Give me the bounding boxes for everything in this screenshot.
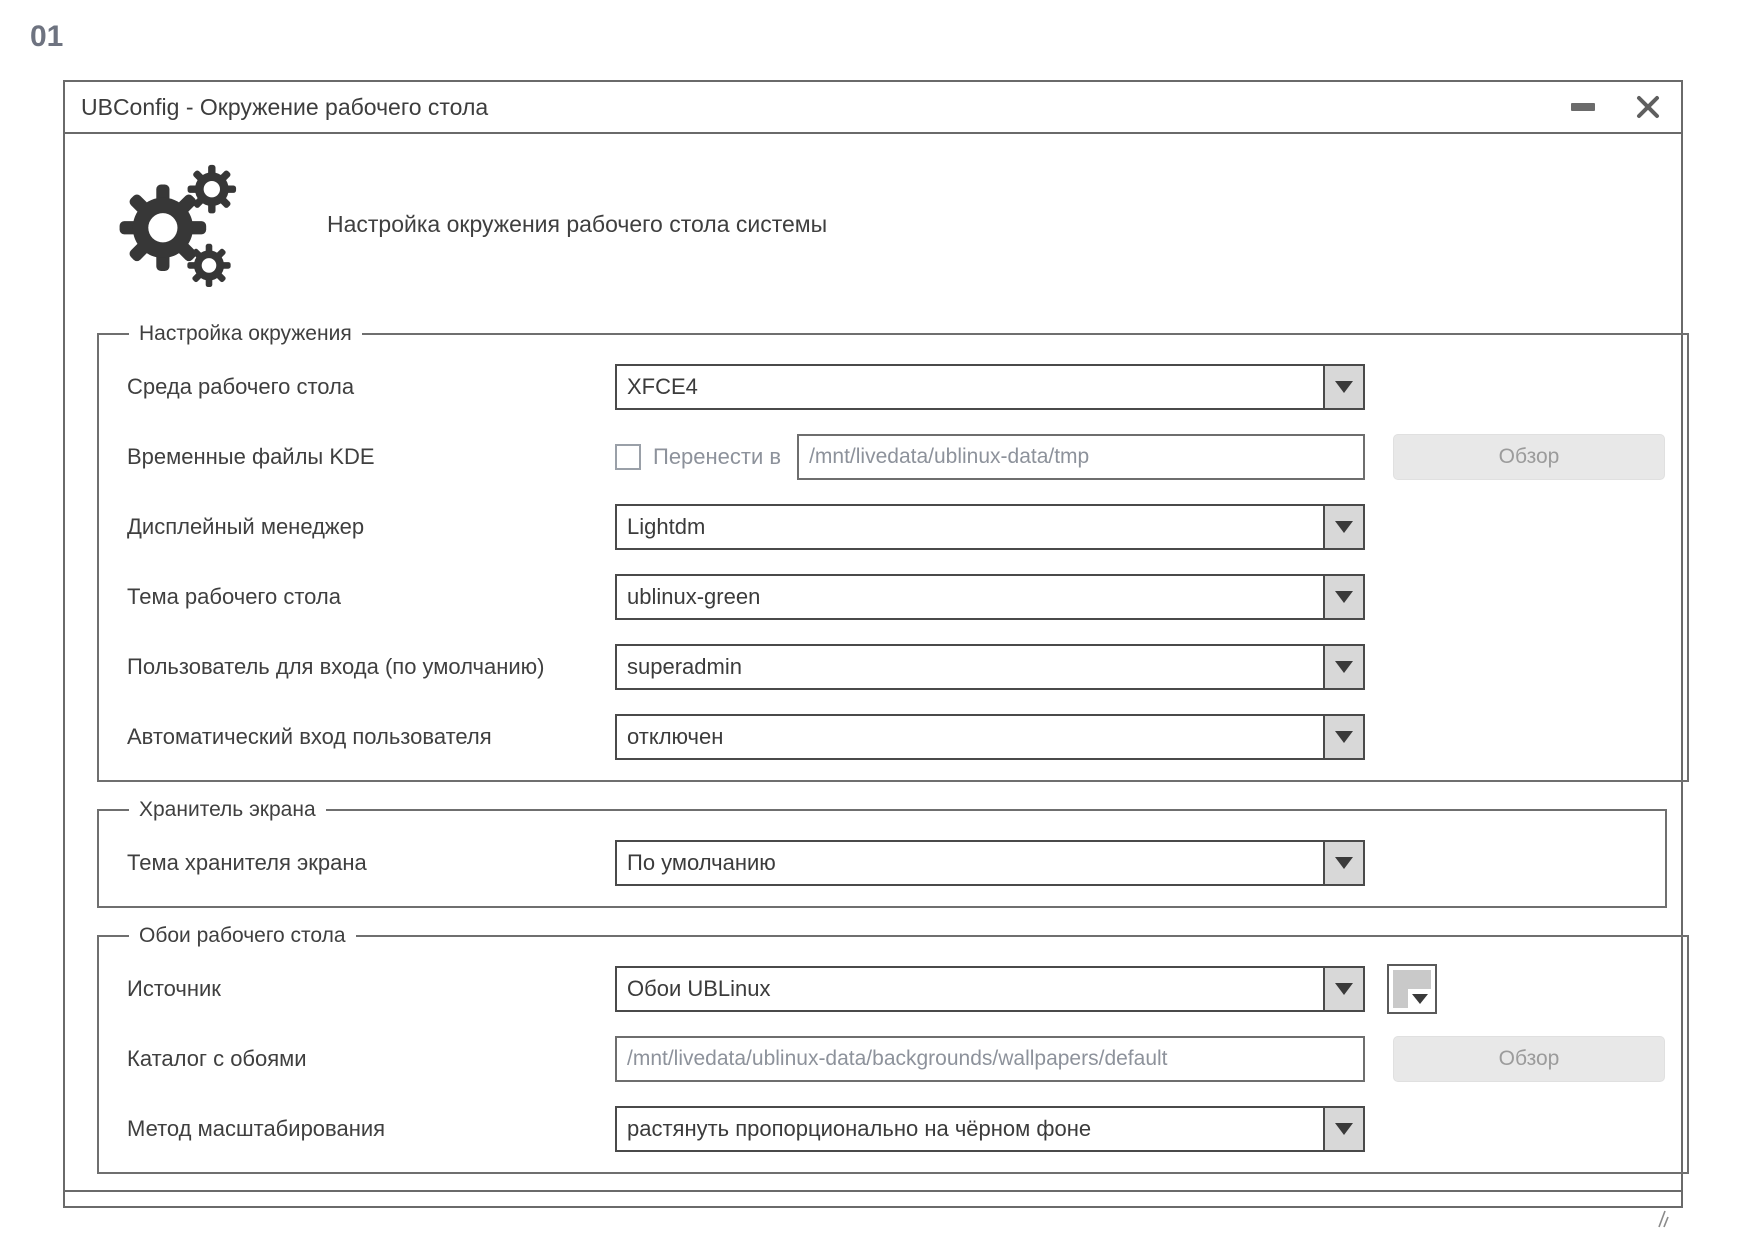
wallpaper-source-dropdown[interactable] xyxy=(615,966,1365,1012)
field-label: Пользователь для входа (по умолчанию) xyxy=(127,654,545,679)
app-description: Настройка окружения рабочего стола системы xyxy=(327,210,828,237)
ubconfig-window xyxy=(63,80,1683,1208)
field-label: Каталог с обоями xyxy=(127,1046,307,1071)
field-label: Временные файлы KDE xyxy=(127,444,375,469)
wallpaper-directory-controls xyxy=(615,1036,1365,1082)
field-label: Среда рабочего стола xyxy=(127,374,355,399)
form-row-scaling-method xyxy=(127,1106,1665,1152)
field-label: Тема хранителя экрана xyxy=(127,850,367,875)
chevron-down-icon[interactable] xyxy=(1323,968,1363,1010)
minimize-icon[interactable] xyxy=(1571,103,1595,111)
chevron-down-icon[interactable] xyxy=(1323,646,1363,688)
chevron-down-icon[interactable] xyxy=(1323,716,1363,758)
slide-number: 01 xyxy=(30,20,64,53)
dropdown-value: XFCE4 xyxy=(627,374,698,399)
dropdown-value: ublinux-green xyxy=(627,584,761,609)
chevron-down-icon[interactable] xyxy=(1323,366,1363,408)
close-icon[interactable] xyxy=(1635,94,1661,120)
titlebar xyxy=(65,82,1681,134)
dropdown-value: По умолчанию xyxy=(627,850,776,875)
default-user-dropdown[interactable] xyxy=(615,644,1365,690)
desktop-theme-dropdown[interactable] xyxy=(615,574,1365,620)
dropdown-value: Обои UBLinux xyxy=(627,976,771,1001)
chevron-down-icon[interactable] xyxy=(1323,842,1363,884)
screensaver-theme-dropdown[interactable] xyxy=(615,840,1365,886)
status-bar xyxy=(65,1190,1681,1234)
move-tmp-checkbox[interactable] xyxy=(615,444,641,470)
field-label: Метод масштабирования xyxy=(127,1116,386,1141)
display-manager-dropdown[interactable] xyxy=(615,504,1365,550)
field-label: Тема рабочего стола xyxy=(127,584,341,609)
resize-grip[interactable] xyxy=(1653,1208,1671,1228)
scaling-method-dropdown[interactable] xyxy=(615,1106,1365,1152)
form-row-wallpaper-source xyxy=(127,966,1665,1012)
autologin-dropdown[interactable] xyxy=(615,714,1365,760)
chevron-down-icon[interactable] xyxy=(1323,1108,1363,1150)
gears-icon xyxy=(115,160,239,288)
wallpaper-directory-input[interactable] xyxy=(615,1036,1365,1082)
kde-tmp-controls xyxy=(615,434,1365,480)
desktop-environment-dropdown[interactable] xyxy=(615,364,1365,410)
app-header xyxy=(115,160,1667,288)
window-title: UBConfig - Окружение рабочего стола xyxy=(81,93,489,120)
window-content xyxy=(65,134,1681,1190)
form-row-display-manager xyxy=(127,504,1665,550)
form-row-kde-tmp xyxy=(127,434,1665,480)
field-label: Дисплейный менеджер xyxy=(127,514,365,539)
dropdown-value: Lightdm xyxy=(627,514,706,539)
chevron-down-icon[interactable] xyxy=(1323,506,1363,548)
dropdown-value: растянуть пропорционально на чёрном фоне xyxy=(627,1116,1092,1141)
form-row-desktop-env xyxy=(127,364,1665,410)
swatch-chevron-down-icon xyxy=(1408,989,1432,1009)
form-row-desktop-theme xyxy=(127,574,1665,620)
wallpaper-group xyxy=(97,924,1689,1174)
screensaver-group-legend: Хранитель экрана xyxy=(139,798,316,821)
dropdown-value: отключен xyxy=(627,724,724,749)
dropdown-value: superadmin xyxy=(627,654,742,679)
form-row-autologin xyxy=(127,714,1665,760)
screensaver-group xyxy=(97,798,1667,908)
form-row-wallpaper-directory xyxy=(127,1036,1665,1082)
color-swatch-button[interactable] xyxy=(1387,964,1437,1014)
field-label: Автоматический вход пользователя xyxy=(127,724,492,749)
browse-wallpaper-button[interactable]: Обзор xyxy=(1393,1036,1665,1082)
form-row-screensaver-theme xyxy=(127,840,1643,886)
form-row-default-user xyxy=(127,644,1665,690)
move-tmp-checkbox-label: Перенести в xyxy=(653,444,782,469)
browse-tmp-button[interactable]: Обзор xyxy=(1393,434,1665,480)
field-label: Источник xyxy=(127,976,221,1001)
environment-group-legend: Настройка окружения xyxy=(139,322,352,345)
environment-group xyxy=(97,322,1689,782)
chevron-down-icon[interactable] xyxy=(1323,576,1363,618)
kde-tmp-path-input[interactable] xyxy=(797,434,1365,480)
wallpaper-group-legend: Обои рабочего стола xyxy=(139,924,346,947)
